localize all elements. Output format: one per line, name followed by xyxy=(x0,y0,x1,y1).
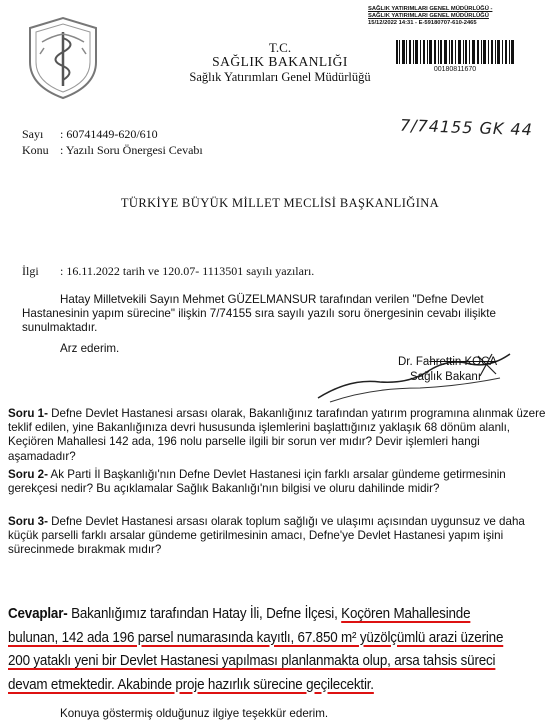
sayi-line xyxy=(22,127,158,142)
electronic-stamp xyxy=(368,6,554,27)
handwritten-reference: 7/74155 GK 44 xyxy=(399,115,534,140)
answer-text-1: Bakanlığımız tarafından Hatay İli, Defne İlçesi, xyxy=(67,606,342,622)
konu-line xyxy=(22,143,203,158)
body-paragraph: Hatay Milletvekili Sayın Mehmet GÜZELMANSUR tarafından verilen "Defne Devlet Hastanesinin yapım sürecine" ilişkin 7/74155 sıra sayılı yazılı soru önergesinin cevabı ilişikte sunulmaktadır. xyxy=(22,293,496,334)
answer-label: Cevaplar- xyxy=(8,606,68,622)
konu-label: Konu xyxy=(22,143,49,157)
ilgi-value: : 16.11.2022 tarih ve 120.07- 1113501 sayılı yazıları. xyxy=(60,264,315,278)
signer-name-struck: hrettin KOCA xyxy=(429,356,498,368)
stamp-line-1: SAĞLIK YATIRIMLARI GENEL MÜDÜRLÜĞÜ - xyxy=(368,6,493,12)
stamp-line-2: SAĞLIK YATIRIMLARI GENEL MÜDÜRLÜĞÜ xyxy=(368,13,489,19)
sayi-label: Sayı xyxy=(22,127,44,141)
konu-value: : Yazılı Soru Önergesi Cevabı xyxy=(60,143,203,157)
answer-paragraph xyxy=(8,603,507,697)
barcode-number: 00180811670 xyxy=(433,66,477,73)
question-2-label: Soru 2- xyxy=(8,468,48,481)
question-2-text: Ak Parti İl Başkanlığı'nın Defne Devlet Hastanesi için farklı arsalar gündeme getirmesinin gerekçesi nedir? Bu açıklamalar Sağlık Bakanlığı'nın bilgisi ve oluru dahilinde midir? xyxy=(8,468,506,496)
question-3 xyxy=(8,515,550,558)
question-3-label: Soru 3- xyxy=(8,515,48,528)
signer-title: Sağlık Bakanı xyxy=(410,371,481,383)
ilgi-label: İlgi xyxy=(22,264,39,278)
header-ministry: SAĞLIK BAKANLIĞI xyxy=(212,54,348,69)
question-1 xyxy=(8,407,550,464)
arz-ederim: Arz ederim. xyxy=(60,342,120,355)
ilgi-line xyxy=(22,264,314,279)
barcode xyxy=(396,40,514,64)
question-2 xyxy=(8,468,550,496)
closing-line: Konuya göstermiş olduğunuz ilgiye teşekkür ederim. xyxy=(60,707,329,720)
header-tc: T.C. xyxy=(268,40,292,55)
signer-name xyxy=(398,356,497,368)
addressee: TÜRKİYE BÜYÜK MİLLET MECLİSİ BAŞKANLIĞINA xyxy=(120,196,440,210)
stamp-line-3: 15/12/2022 14:31 - E-59180707-610-2465 xyxy=(368,20,477,26)
sayi-value: : 60741449-620/610 xyxy=(60,127,158,141)
question-1-text: Defne Devlet Hastanesi arsası olarak, Bakanlığınız tarafından yatırım programına alınmak üzere teklif edilen, yine Bakanlığınıza devri hususunda işlemlerini başlattığınız yaklaşık 68 dönüm alanlı, Keçiören Mahallesi 142 ada, 196 nolu parselle ilgili bir sorun ver mıdır? Devir işlemleri hangi aşamadadır? xyxy=(8,407,546,463)
signer-name-prefix: Dr. Fa xyxy=(398,356,430,368)
question-1-label: Soru 1- xyxy=(8,407,48,420)
ministry-logo xyxy=(22,14,104,102)
answer-text-underlined: Koçören Mahallesinde bulunan, 142 ada 196 parsel numarasında kayıtlı, 67.850 m² yüzölçümlü arazi üzerine 200 yataklı yeni bir Devlet Hastanesi yapılması planlanmakta olup, arsa tahsis süreci devam etmektedir. Akabinde proje hazırlık sürecine geçilecektir. xyxy=(8,606,504,693)
question-3-text: Defne Devlet Hastanesi arsası olarak toplum sağlığı ve ulaşımı açısından uygunsuz ve daha küçük parselli farklı arsalar gündeme getirilmesinin amacı, Defne'ye Devlet Hastanesi yapım işini sürecinmede bırakmak mıdır? xyxy=(8,515,525,557)
header-directorate: Sağlık Yatırımları Genel Müdürlüğü xyxy=(189,70,371,84)
